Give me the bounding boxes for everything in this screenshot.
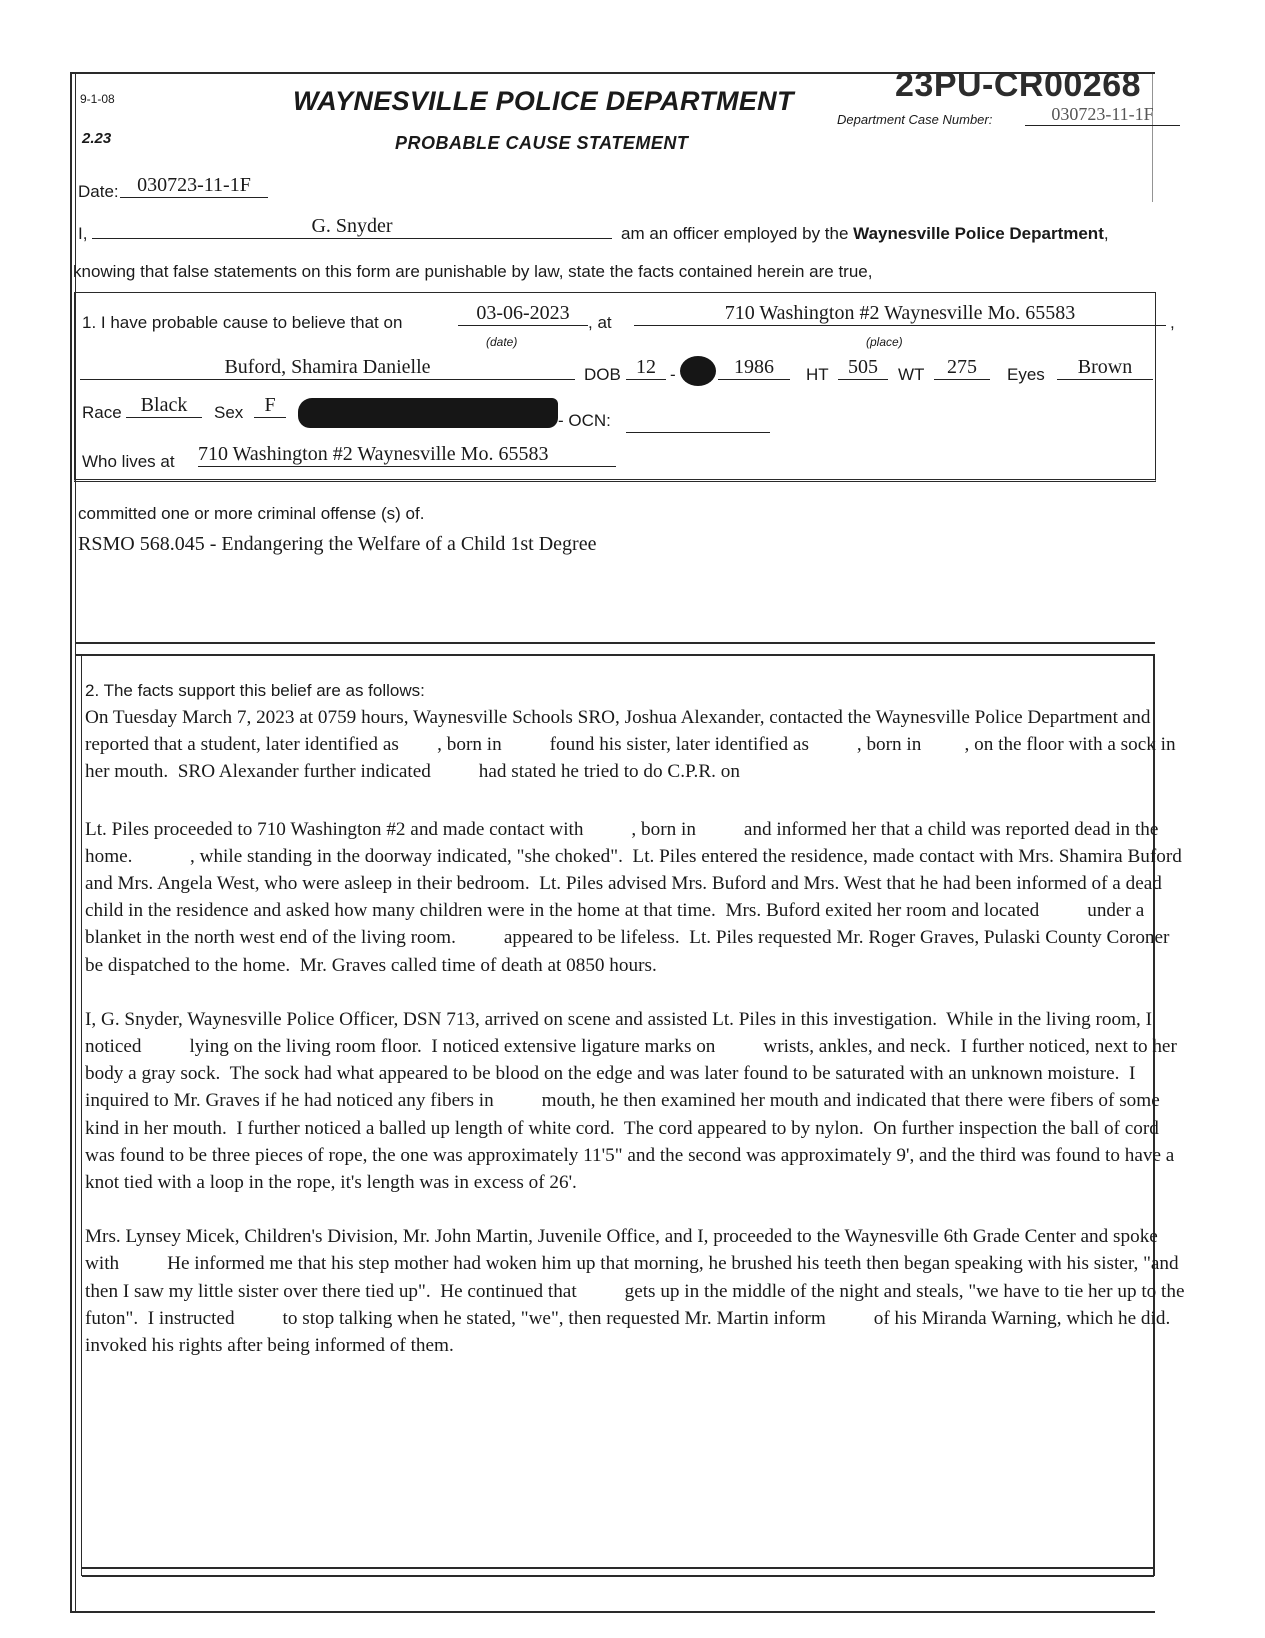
dept-case-label: Department Case Number:	[837, 112, 993, 127]
redacted-identifier	[298, 398, 558, 428]
eyes-value: Brown	[1057, 356, 1153, 380]
facts-paragraph-1: On Tuesday March 7, 2023 at 0759 hours, Waynesville Schools SRO, Joshua Alexander, contacted the Waynesville Police Department and reported that a student, later identified as , born in found his sister, later identified as , born in , on the floor with a sock in her mouth. SRO Alexander further indicated had stated he tried to do C.P.R. on	[85, 707, 1181, 783]
lives-label: Who lives at	[82, 452, 175, 471]
facts-paragraph-2: Lt. Piles proceeded to 710 Washington #2 and made contact with , born in and informed her that a child was reported dead in the home. , while standing in the doorway indicated, "she choked". Lt. Piles entered the residence, made contact with Mrs. Shamira Buford and Mrs. Angela West, who were asleep in their bedroom. Lt. Piles advised Mrs. Buford and Mrs. West that he had been informed of a dead child in the residence and asked how many children were in the home at that time. Mrs. Buford exited her room and located under a blanket in the north west end of the living room. appeared to be lifeless. Lt. Piles requested Mr. Roger Graves, Pulaski County Coroner be dispatched to the home. Mr. Graves called time of death at 0850 hours.	[85, 818, 1187, 976]
at-label: , at	[588, 313, 612, 332]
officer-name: G. Snyder	[92, 215, 612, 239]
dob-sep: -	[670, 365, 676, 384]
ocn-blank	[626, 406, 770, 433]
dob-label: DOB	[584, 365, 621, 384]
facts-paragraph-3: I, G. Snyder, Waynesville Police Officer, DSN 713, arrived on scene and assisted Lt. Piles in this investigation. While in the living room, I noticed lying on the living room floor. I noticed extensive ligature marks on wrists, ankles, and neck. I further noticed, next to her body a gray sock. The sock had what appeared to be blood on the edge and was later found to be saturated with an unknown moisture. I inquired to Mr. Graves if he had noticed any fibers in mouth, he then examined her mouth and indicated that there were fibers of some kind in her mouth. I further noticed a balled up length of white cord. The cord appeared to by nylon. On further inspection the ball of cord was found to be three pieces of rope, the one was approximately 11'5" and the second was approximately 9', and the third was found to have a knot tied with a loop in the rope, it's length was in excess of 26'.	[85, 1008, 1182, 1194]
date-label: Date:	[78, 182, 119, 201]
date-caption: (date)	[486, 335, 518, 349]
form-date: 9-1-08	[80, 92, 115, 106]
ocn-label: - OCN:	[558, 411, 611, 430]
facts-paragraph-4: Mrs. Lynsey Micek, Children's Division, Mr. John Martin, Juvenile Office, and I, proceeded to the Waynesville 6th Grade Center and spoke with He informed me that his step mother had woken him up that morning, he brushed his teeth then began speaking with his sister, "and then I saw my little sister over there tied up". He continued that gets up in the middle of the night and steals, "we have to tie her up to the futon". I instructed to stop talking when he stated, "we", then requested Mr. Martin inform of his Miranda Warning, which he did. invoked his rights after being informed of them.	[85, 1226, 1219, 1357]
height-value: 505	[838, 356, 888, 380]
dob-month: 12	[626, 356, 666, 380]
weight-value: 275	[934, 356, 990, 380]
eyes-label: Eyes	[1007, 365, 1045, 384]
offense-place: 710 Washington #2 Waynesville Mo. 65583	[634, 302, 1166, 326]
ht-label: HT	[806, 365, 829, 384]
facts-heading: 2. The facts support this belief are as follows:	[85, 681, 425, 700]
dept-case-number: 030723-11-1F	[1025, 104, 1180, 126]
redacted-dob-day	[680, 356, 716, 386]
wt-label: WT	[898, 365, 925, 384]
form-number: 2.23	[82, 130, 112, 147]
court-case-number-stamp: 23PU-CR00268	[895, 66, 1142, 104]
officer-statement: am an officer employed by the Waynesville Police Department,	[621, 224, 1109, 243]
race-label: Race	[82, 403, 122, 422]
offense-statute: RSMO 568.045 - Endangering the Welfare of a Child 1st Degree	[78, 533, 597, 555]
place-caption: (place)	[866, 335, 903, 349]
place-comma: ,	[1170, 313, 1175, 332]
form-title: PROBABLE CAUSE STATEMENT	[395, 133, 689, 153]
race-value: Black	[126, 394, 202, 418]
section1-intro: 1. I have probable cause to believe that on	[82, 313, 403, 332]
subject-name: Buford, Shamira Danielle	[80, 356, 575, 380]
lives-address: 710 Washington #2 Waynesville Mo. 65583	[198, 443, 616, 467]
offenses-label: committed one or more criminal offense (s) of.	[78, 504, 425, 523]
offense-date: 03-06-2023	[458, 302, 588, 326]
officer-prefix: I,	[78, 224, 88, 243]
sex-value: F	[254, 394, 286, 418]
sex-label: Sex	[214, 403, 244, 422]
attestation-text: knowing that false statements on this form are punishable by law, state the facts contained herein are true,	[73, 262, 873, 281]
dob-year: 1986	[718, 356, 790, 380]
facts-narrative	[85, 704, 1219, 1359]
department-title: WAYNESVILLE POLICE DEPARTMENT	[293, 86, 794, 116]
date-value: 030723-11-1F	[120, 174, 268, 198]
